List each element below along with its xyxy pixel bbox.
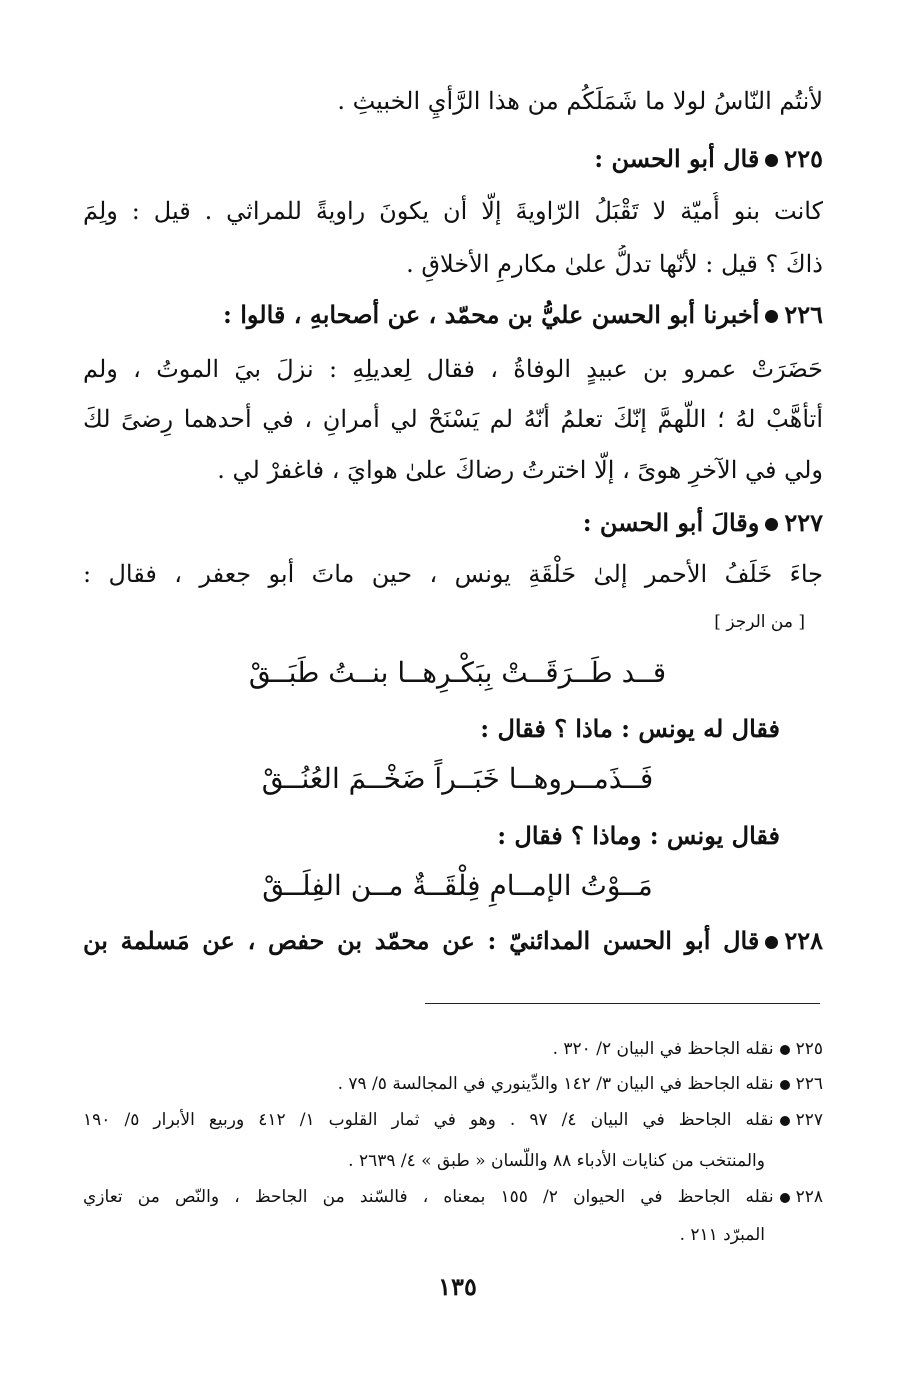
entry-heading-text: قال أبو الحسن المدائنيّ : عن محمّد بن حفص ، عن مَسلمة بن	[83, 926, 760, 955]
bullet-icon	[765, 936, 778, 949]
poem-verse: قــد طَــرَقَــتْ بِبَكْـرِهــا بنــتُ طَبَــقْ	[248, 656, 667, 689]
footnote-text: نقله الجاحظ في البيان ٢/ ٣٢٠ .	[552, 1039, 774, 1059]
entry-heading-text: وقالَ أبو الحسن :	[582, 508, 760, 537]
entry-number: ٢٢٦	[784, 300, 823, 329]
text-line: ولي في الآخرِ هوىً ، إلّا اخترتُ رضاكَ علىٰ هوايَ ، فاغفرْ لي .	[217, 456, 823, 484]
entry-number: ٢٢٥	[784, 144, 823, 173]
footnote-225	[83, 1036, 823, 1062]
footnote-separator	[425, 1003, 820, 1004]
poem-verse: فَــذَمــروهــا خَبَــراً ضَخْــمَ العُنُــقْ	[261, 762, 654, 795]
footnote-text: نقله الجاحظ في البيان ٤/ ٩٧ . وهو في ثمار القلوب ١/ ٤١٢ وربيع الأبرار ٥/ ١٩٠	[83, 1110, 774, 1130]
page-number: ١٣٥	[438, 1272, 477, 1301]
text-line: ذاكَ ؟ قيل : لأنّها تدلُّ علىٰ مكارمِ الأخلاقِ .	[406, 250, 823, 278]
entry-heading-226	[83, 296, 823, 334]
bullet-icon	[765, 310, 778, 323]
entry-heading-text: أخبرنا أبو الحسن عليُّ بن محمّد ، عن أصحابهِ ، قالوا :	[222, 300, 760, 329]
text-line: كانت بنو أُميّة لا تَقْبَلُ الرّاويةَ إلّا أن يكونَ راويةً للمراثي . قيل : ولِمَ	[83, 197, 823, 225]
bullet-icon	[780, 1045, 790, 1055]
footnote-text: نقله الجاحظ في الحيوان ٢/ ١٥٥ بمعناه ، فالسّند من الجاحظ ، والنّص من تعازي	[83, 1187, 774, 1207]
footnote-continuation: والمنتخب من كنايات الأدباء ٨٨ واللّسان « طبق » ٤/ ٢٦٣٩ .	[348, 1151, 765, 1171]
bullet-icon	[780, 1193, 790, 1203]
narrative-line: فقال له يونس : ماذا ؟ فقال :	[480, 714, 780, 743]
footnote-228	[83, 1184, 823, 1210]
footnote-number: ٢٢٥	[795, 1039, 823, 1059]
text-line: أتأهَّبْ لهُ ؛ اللَّهمَّ إنّكَ تعلمُ أنّهُ لم يَسْنَحْ لي أمرانِ ، في أحدهما رِضىً لكَ	[83, 405, 823, 433]
text-line: جاءَ خَلَفُ الأحمر إلىٰ حَلْقَةِ يونس ، حين ماتَ أبو جعفر ، فقال :	[83, 560, 823, 588]
footnote-continuation: المبرّد ٢١١ .	[679, 1225, 765, 1245]
footnote-number: ٢٢٨	[795, 1187, 823, 1207]
text-line: حَضَرَتْ عمرو بن عبيدٍ الوفاةُ ، فقال لِعديلِهِ : نزلَ بيَ الموتُ ، ولم	[83, 355, 823, 383]
text-line: لأنتُم النّاسُ لولا ما شَمَلَكُم من هذا الرَّأيِ الخبيثِ .	[337, 87, 823, 115]
poem-verse: مَــوْتُ الإمــامِ فِلْقَــةٌ مــن الفِلَــقْ	[262, 869, 653, 902]
entry-heading-text: قال أبو الحسن :	[594, 144, 760, 173]
entry-heading-228	[83, 922, 823, 960]
bullet-icon	[765, 518, 778, 531]
footnote-text: نقله الجاحظ في البيان ٣/ ١٤٢ والدِّينوري في المجالسة ٥/ ٧٩ .	[337, 1074, 774, 1094]
footnote-227	[83, 1107, 823, 1133]
footnote-number: ٢٢٧	[795, 1110, 823, 1130]
bullet-icon	[765, 154, 778, 167]
entry-number: ٢٢٨	[784, 926, 823, 955]
narrative-line: فقال يونس : وماذا ؟ فقال :	[497, 821, 780, 850]
entry-number: ٢٢٧	[784, 508, 823, 537]
meter-label: [ من الرجز ]	[714, 612, 805, 632]
entry-heading-225	[83, 140, 823, 178]
bullet-icon	[780, 1080, 790, 1090]
footnote-226	[83, 1071, 823, 1097]
footnote-number: ٢٢٦	[795, 1074, 823, 1094]
entry-heading-227	[83, 504, 823, 542]
bullet-icon	[780, 1116, 790, 1126]
